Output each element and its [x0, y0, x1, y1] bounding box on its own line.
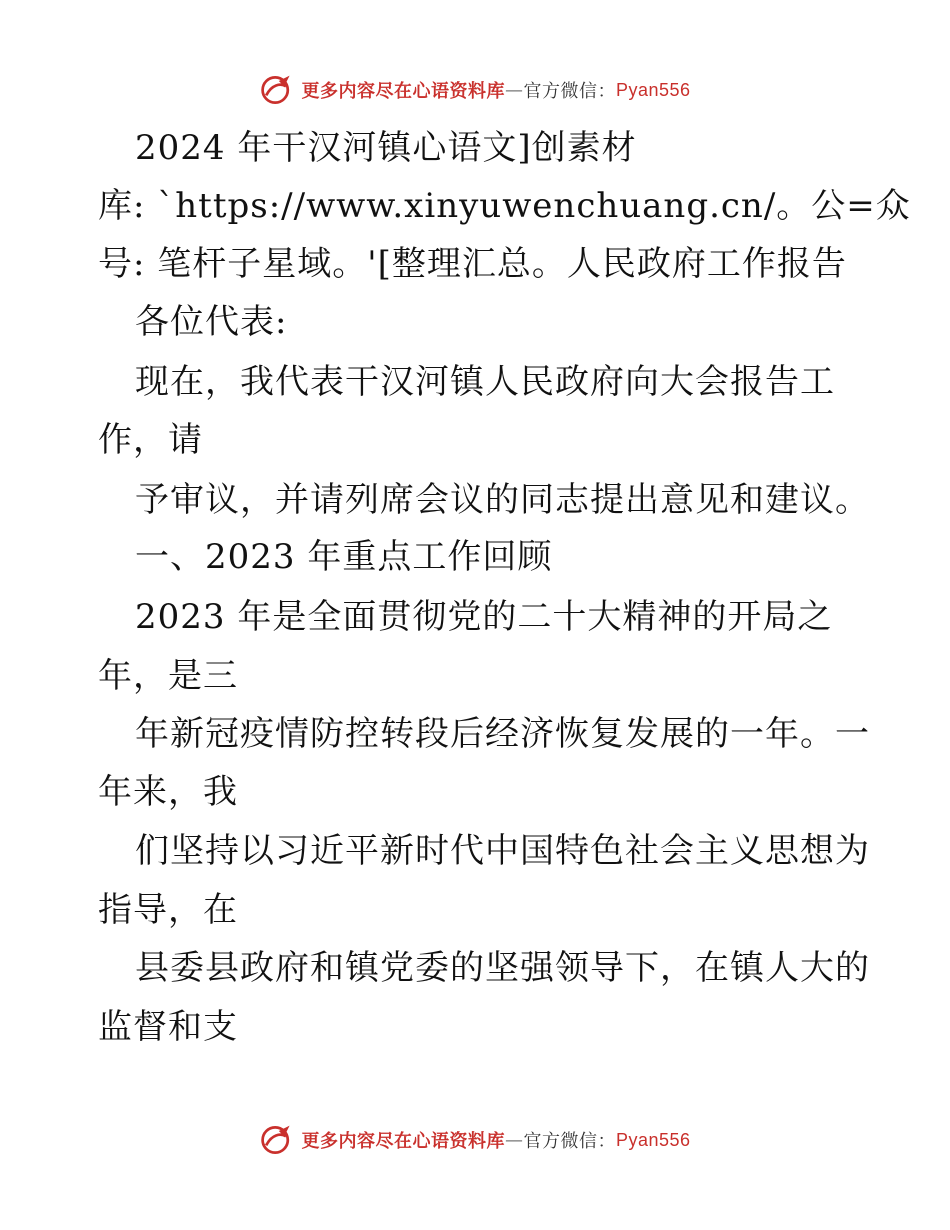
banner-separator: —: [504, 1129, 524, 1151]
banner-main-text: 更多内容尽在心语资料库: [301, 81, 505, 102]
document-line: 2024 年干汉河镇心语文]创素材: [135, 128, 637, 168]
document-line: 作，请: [98, 420, 203, 460]
banner-wechat-label: 官方微信：: [523, 81, 616, 102]
footer-watermark-banner: [0, 1120, 950, 1160]
document-line: 2023 年是全面贯彻党的二十大精神的开局之: [135, 597, 833, 637]
banner-separator: —: [504, 79, 524, 101]
red-swirl-pen-logo: [259, 72, 295, 108]
section-heading: 一、2023 年重点工作回顾: [135, 537, 553, 577]
document-line: 现在，我代表干汉河镇人民政府向大会报告工: [135, 362, 835, 402]
document-line: 县委县政府和镇党委的坚强领导下，在镇人大的: [135, 948, 870, 988]
red-swirl-pen-logo: [259, 1122, 295, 1158]
banner-wechat-id: Pyan556: [615, 1129, 691, 1150]
document-line: 号: 笔杆子星域。'[整理汇总。人民政府工作报告: [98, 244, 847, 284]
document-line: 监督和支: [98, 1007, 238, 1047]
document-line: 年新冠疫情防控转段后经济恢复发展的一年。一: [135, 714, 870, 754]
document-line: 年，是三: [98, 656, 238, 696]
document-line: 各位代表:: [135, 302, 288, 342]
banner-wechat-id: Pyan556: [615, 79, 691, 100]
document-line: 指导，在: [98, 890, 238, 930]
document-line: 库: `https://www.xinyuwenchuang.cn/。公=众: [98, 186, 911, 226]
banner-wechat-label: 官方微信：: [523, 1131, 616, 1152]
header-watermark-banner: [0, 70, 950, 110]
banner-main-text: 更多内容尽在心语资料库: [301, 1131, 505, 1152]
document-line: 年来，我: [98, 772, 238, 812]
document-line: 们坚持以习近平新时代中国特色社会主义思想为: [135, 831, 870, 871]
document-line: 予审议，并请列席会议的同志提出意见和建议。: [135, 480, 870, 520]
